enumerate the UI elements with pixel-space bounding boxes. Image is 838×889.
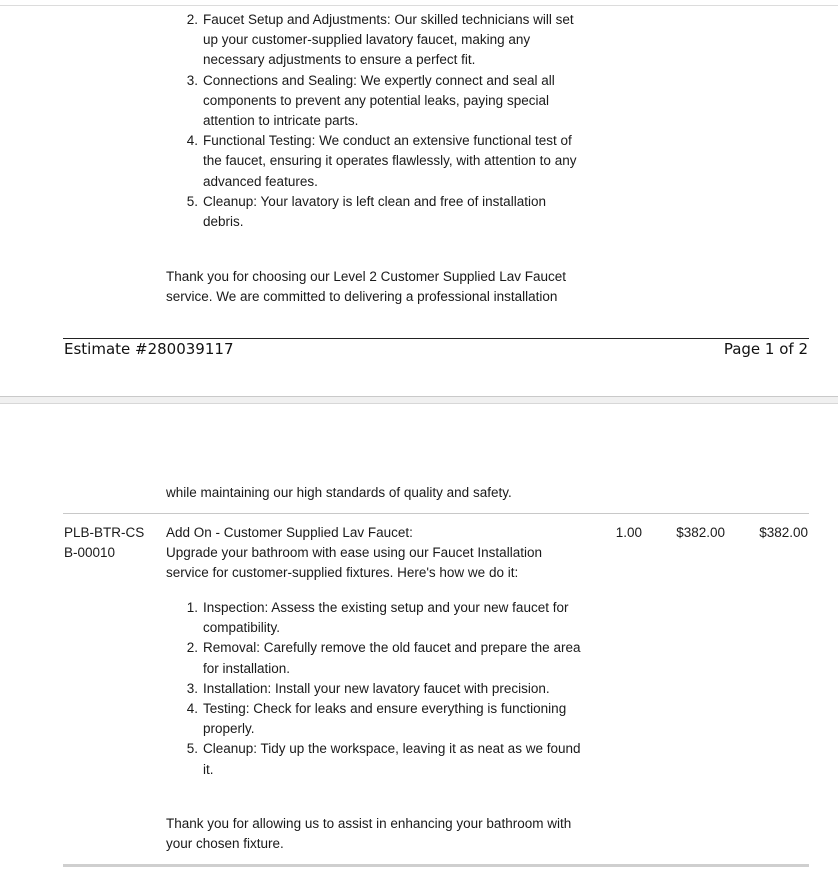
step-number: 4.	[186, 701, 198, 717]
table-row-divider	[63, 513, 809, 514]
step-number: 4.	[186, 133, 198, 149]
page1-steps-list	[166, 10, 586, 232]
list-item	[166, 71, 586, 132]
estimate-number: Estimate #280039117	[64, 340, 234, 358]
page1-closing-paragraph: Thank you for choosing our Level 2 Customer Supplied Lav Faucet service. We are committed to delivering a professional installation	[166, 269, 566, 305]
item-unit-price: $382.00	[676, 525, 725, 540]
step-number: 5.	[186, 741, 198, 757]
table-bottom-rule	[63, 864, 809, 867]
step-text: Removal: Carefully remove the old faucet and prepare the area for installation.	[203, 640, 581, 676]
page-break	[0, 396, 838, 404]
item-closing: Thank you for allowing us to assist in enhancing your bathroom with your chosen fixture.	[166, 816, 572, 852]
list-item	[166, 638, 586, 678]
item-steps-list	[166, 598, 586, 780]
list-item	[166, 679, 586, 699]
step-text: Cleanup: Your lavatory is left clean and free of installation debris.	[203, 193, 546, 230]
item-intro: Upgrade your bathroom with ease using our Faucet Installation service for customer-supplied fixtures. Here's how we do it:	[166, 545, 542, 581]
step-number: 5.	[186, 193, 198, 209]
step-text: Functional Testing: We conduct an extensive functional test of the faucet, ensuring it operates flawlessly, with attention to any advanced features.	[203, 133, 577, 189]
page2-continuation-text: while maintaining our high standards of quality and safety.	[166, 485, 512, 500]
step-text: Testing: Check for leaks and ensure everything is functioning properly.	[203, 701, 567, 737]
step-number: 1.	[186, 600, 198, 615]
step-text: Inspection: Assess the existing setup and your new faucet for compatibility.	[203, 600, 569, 636]
list-item	[166, 699, 586, 739]
item-title: Add On - Customer Supplied Lav Faucet:	[166, 525, 413, 540]
step-text: Connections and Sealing: We expertly connect and seal all components to prevent any potential leaks, paying special attention to intricate parts.	[203, 72, 555, 129]
item-code: PLB-BTR-CSB-00010	[64, 525, 145, 561]
step-number: 2.	[186, 12, 198, 27]
step-number: 3.	[186, 72, 198, 88]
page-top-edge	[0, 5, 838, 6]
item-quantity: 1.00	[615, 525, 642, 540]
step-number: 3.	[186, 680, 198, 696]
table-row	[0, 523, 838, 863]
page-indicator: Page 1 of 2	[723, 340, 808, 358]
list-item	[166, 131, 586, 192]
step-text: Faucet Setup and Adjustments: Our skilled technicians will set up your customer-supplied lavatory faucet, making any necessary adjustments to ensure a perfect fit.	[203, 12, 574, 68]
list-item	[166, 10, 586, 71]
step-text: Installation: Install your new lavatory faucet with precision.	[203, 680, 550, 696]
list-item	[166, 739, 586, 779]
step-text: Cleanup: Tidy up the workspace, leaving it as neat as we found it.	[203, 741, 581, 777]
list-item	[166, 192, 586, 232]
list-item	[166, 598, 586, 638]
item-total: $382.00	[759, 525, 808, 540]
step-number: 2.	[186, 640, 198, 656]
